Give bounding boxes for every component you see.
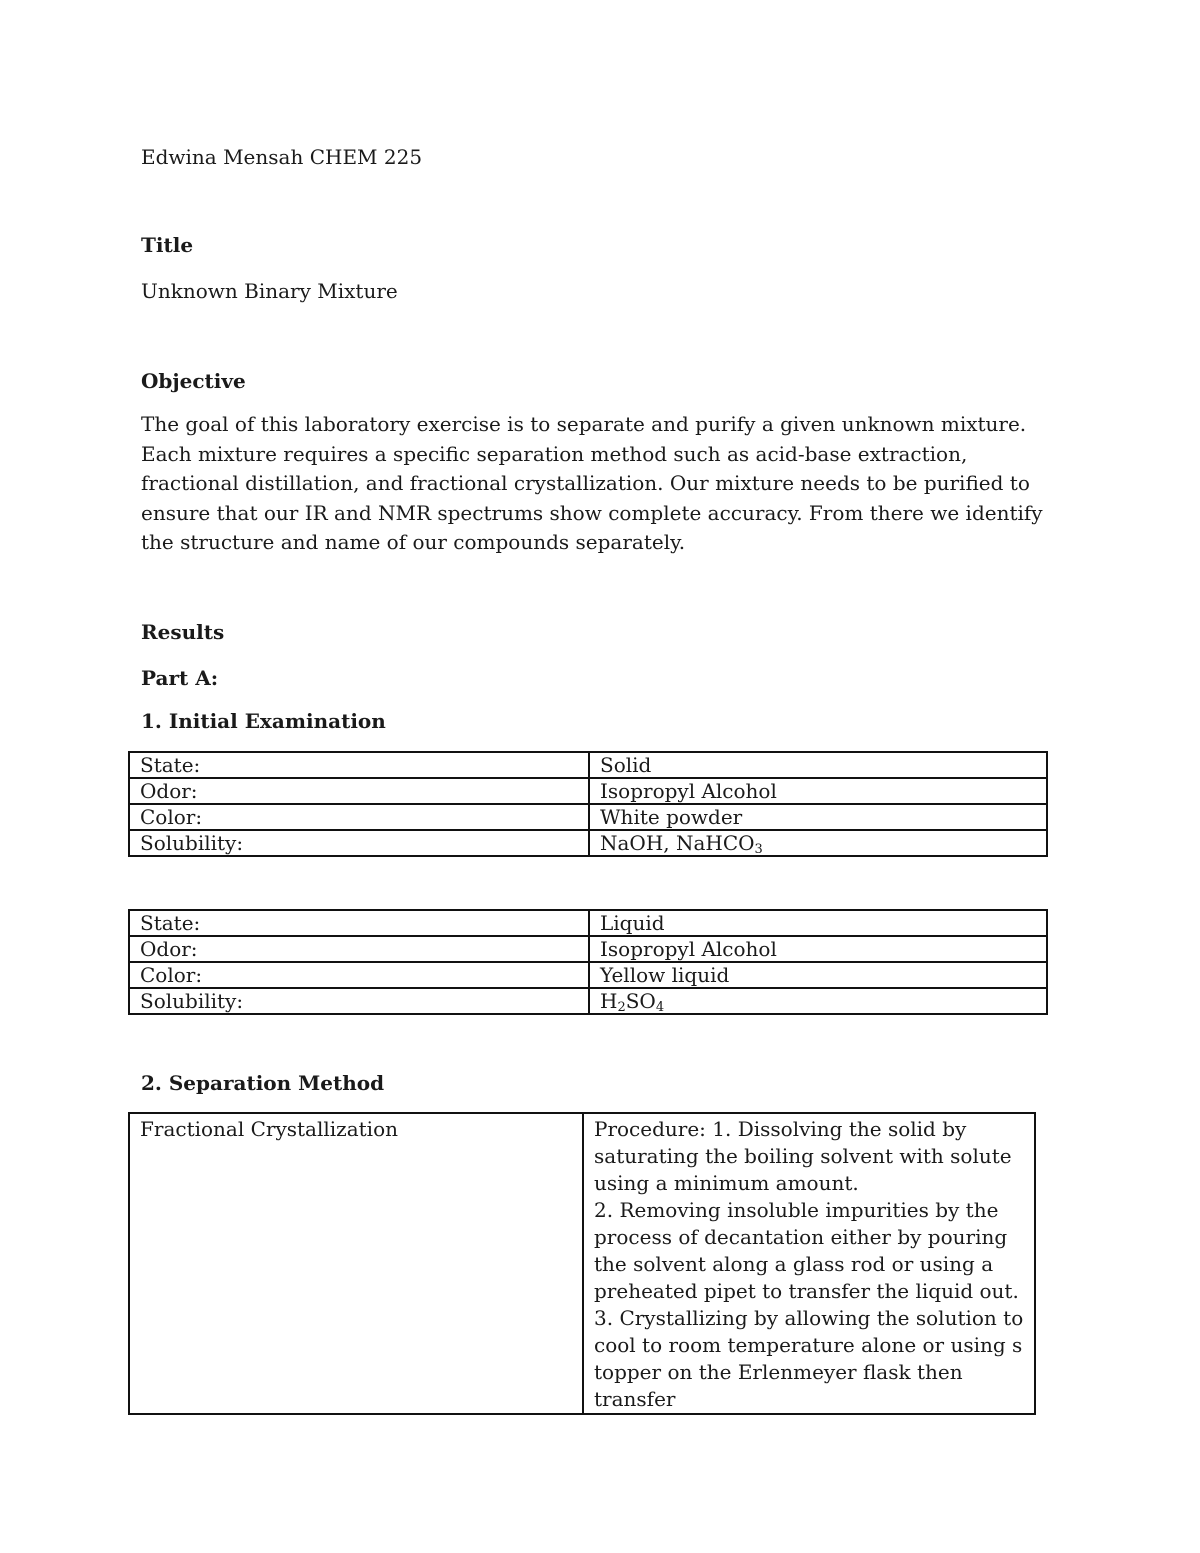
table-row <box>129 752 1047 778</box>
table-row <box>129 1113 1035 1414</box>
table-row <box>129 962 1047 988</box>
initial-exam-table-solid <box>128 751 1048 857</box>
title-text: Unknown Binary Mixture <box>141 279 398 303</box>
objective-heading: Objective <box>141 369 246 393</box>
procedure-step: Procedure: 1. Dissolving the solid by saturating the boiling solvent with solute using a minimum amount. <box>594 1117 1012 1195</box>
author-line: Edwina Mensah CHEM 225 <box>141 145 423 169</box>
initial-examination-heading: 1. Initial Examination <box>141 709 386 733</box>
table-cell-label: State: <box>129 752 589 778</box>
table-row <box>129 804 1047 830</box>
table-cell-label: Solubility: <box>129 830 589 856</box>
table-cell-label: Odor: <box>129 936 589 962</box>
formula-subscript-2: 2 <box>617 1000 626 1015</box>
table-row <box>129 830 1047 856</box>
procedure-step: 2. Removing insoluble impurities by the process of decantation either by pouring the solvent along a glass rod or using a preheated pipet to transfer the liquid out. <box>594 1198 1019 1303</box>
part-a-heading: Part A: <box>141 666 219 690</box>
table-cell-value: Isopropyl Alcohol <box>589 778 1047 804</box>
table-cell-value: Yellow liquid <box>589 962 1047 988</box>
table-cell-value <box>589 830 1047 856</box>
table-row <box>129 910 1047 936</box>
separation-method-name: Fractional Crystallization <box>129 1113 583 1414</box>
separation-method-table <box>128 1112 1036 1415</box>
solubility-formula-text: NaOH, NaHCO <box>600 831 755 855</box>
solubility-formula-subscript: 3 <box>754 842 763 857</box>
results-heading: Results <box>141 620 225 644</box>
table-cell-value: Liquid <box>589 910 1047 936</box>
table-cell-label: State: <box>129 910 589 936</box>
table-cell-value: Isopropyl Alcohol <box>589 936 1047 962</box>
initial-exam-table-liquid <box>128 909 1048 1015</box>
formula-part-so: SO <box>625 989 656 1013</box>
table-row <box>129 988 1047 1014</box>
table-cell-label: Solubility: <box>129 988 589 1014</box>
table-cell-value: Solid <box>589 752 1047 778</box>
table-cell-label: Odor: <box>129 778 589 804</box>
procedure-step: 3. Crystallizing by allowing the solution to cool to room temperature alone or using s topper on the Erlenmeyer flask then transfer <box>594 1306 1024 1411</box>
objective-paragraph: The goal of this laboratory exercise is to separate and purify a given unknown mixture. Each mixture requires a specific separation method such as acid-base extraction, fractional distillation, and fractional crystallization. Our mixture needs to be purified to ensure that our IR and NMR spectrums show complete accuracy. From there we identify the structure and name of our compounds separately. <box>141 412 1043 554</box>
table-cell-value <box>589 988 1047 1014</box>
separation-method-heading: 2. Separation Method <box>141 1071 385 1095</box>
formula-subscript-4: 4 <box>655 1000 665 1015</box>
table-cell-label: Color: <box>129 804 589 830</box>
title-heading: Title <box>141 233 194 257</box>
table-cell-label: Color: <box>129 962 589 988</box>
table-row <box>129 778 1047 804</box>
separation-procedure <box>583 1113 1035 1414</box>
table-row <box>129 936 1047 962</box>
table-cell-value: White powder <box>589 804 1047 830</box>
formula-part-h: H <box>600 989 618 1013</box>
